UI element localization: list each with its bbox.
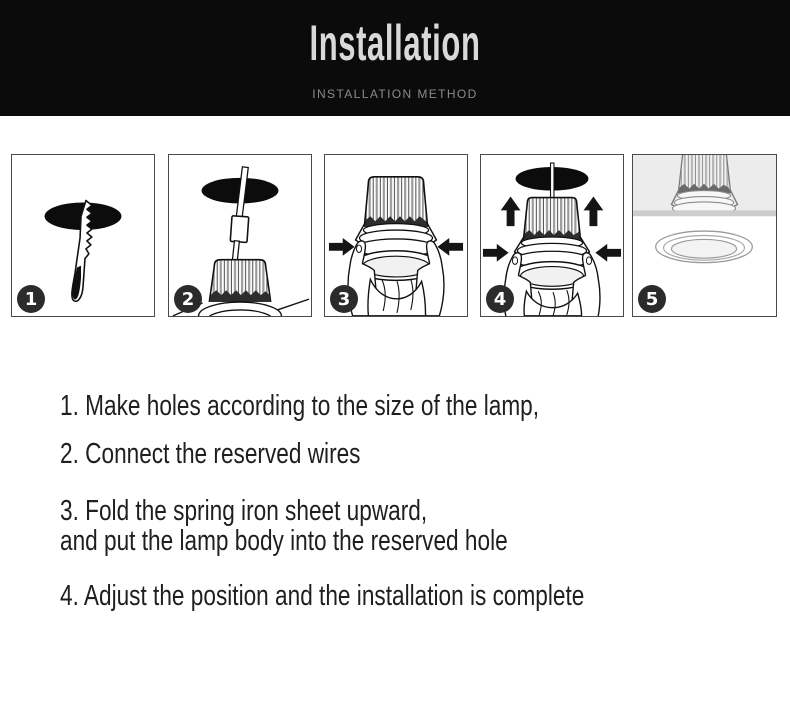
step-number-badge	[174, 285, 202, 313]
step-number: 1	[24, 288, 38, 310]
step-panel-2	[168, 154, 312, 317]
step-number: 5	[645, 288, 659, 310]
step-number: 4	[493, 288, 507, 310]
step-number-badge	[638, 285, 666, 313]
arrow-right-icon	[329, 238, 355, 256]
step-panel-5	[632, 154, 777, 317]
arrow-up-icon	[584, 197, 604, 227]
instruction-line-3b: and put the lamp body into the reserved hole	[60, 525, 508, 557]
instruction-line-4: 4. Adjust the position and the installation is complete	[60, 580, 585, 612]
instruction-line-2: 2. Connect the reserved wires	[60, 438, 361, 470]
step-panel-4	[480, 154, 624, 317]
loose-wire	[277, 299, 309, 310]
step-number-badge	[17, 285, 45, 313]
step-number: 2	[181, 288, 195, 310]
instruction-line-1: 1. Make holes according to the size of the lamp,	[60, 390, 540, 422]
step-panel-3	[324, 154, 468, 317]
arrow-left-icon	[437, 238, 463, 256]
lamp-lens	[671, 239, 736, 258]
step-number-badge	[486, 285, 514, 313]
page-title: Installation	[309, 15, 481, 71]
arrow-right-icon	[483, 244, 509, 262]
arrow-left-icon	[595, 244, 621, 262]
step-panel-1	[11, 154, 155, 317]
ceiling-slab	[633, 210, 776, 216]
instruction-line-3	[60, 496, 508, 556]
page-subtitle: INSTALLATION METHOD	[312, 87, 478, 101]
wire	[551, 163, 554, 199]
step-number-badge	[330, 285, 358, 313]
wire-connector-icon	[230, 216, 249, 243]
header-banner	[0, 0, 790, 116]
instruction-line-3a: 3. Fold the spring iron sheet upward,	[60, 495, 428, 527]
arrow-up-icon	[501, 197, 521, 227]
step-number: 3	[337, 288, 351, 310]
